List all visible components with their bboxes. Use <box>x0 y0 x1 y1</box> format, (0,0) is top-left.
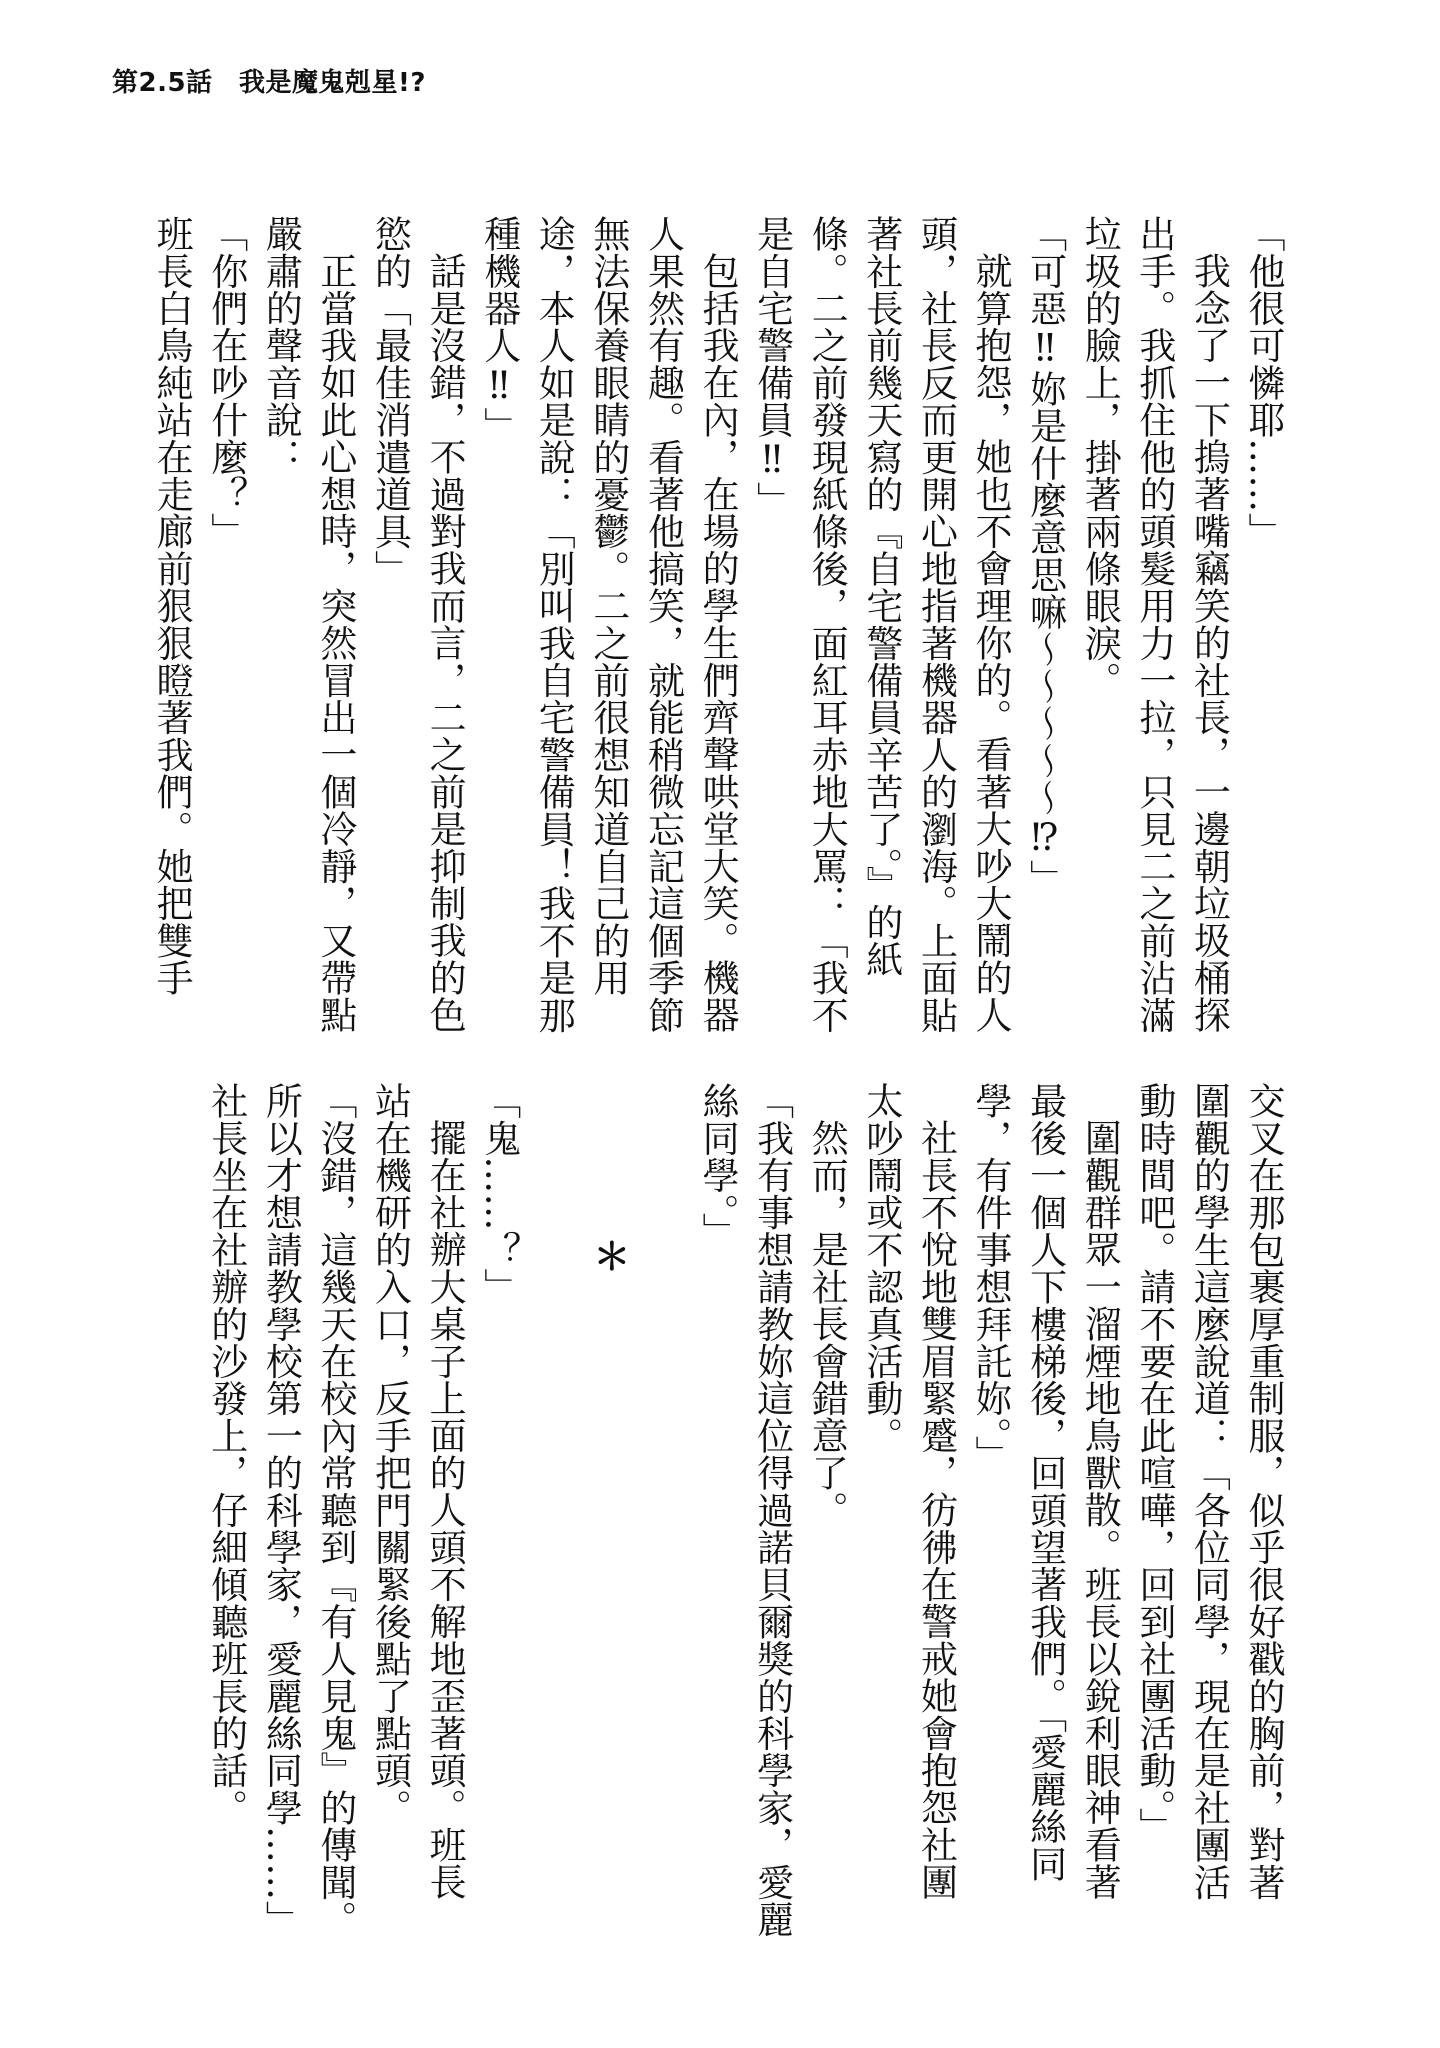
text-column: 正當我如此心想時，突然冒出一個冷靜，又帶點 <box>313 252 357 1034</box>
text-column: 我念了一下摀著嘴竊笑的社長，一邊朝垃圾桶探 <box>1187 252 1231 1034</box>
text-column: 站在機研的入口，反手把門關緊後點了點頭。 <box>368 1082 412 1826</box>
text-column: 就算抱怨，她也不會理你的。看著大吵大鬧的人 <box>969 252 1013 1034</box>
text-block-bottom <box>198 1082 1290 1938</box>
text-column: 然而，是社長會錯意了。 <box>805 1119 849 1529</box>
text-column: 動時間吧。請不要在此喧嘩，回到社團活動。」 <box>1132 1082 1176 1845</box>
text-column: 無法保養眼睛的憂鬱。二之前很想知道自己的用 <box>586 215 630 997</box>
text-column: 頭，社長反而更開心地指著機器人的瀏海。上面貼 <box>914 215 958 1034</box>
text-column: 最後一個人下樓梯後，回頭望著我們。「愛麗絲同 <box>1023 1082 1067 1882</box>
text-column: 「可惡‼妳是什麼意思嘛～～～～～⁉」 <box>1023 215 1067 897</box>
text-column: 社長坐在社辦的沙發上，仔細傾聽班長的話。 <box>204 1082 248 1826</box>
text-column: 絲同學。」 <box>696 1082 740 1250</box>
text-column: 「鬼……？」 <box>477 1082 521 1306</box>
text-column: 圍觀的學生這麼說道：「各位同學，現在是社團活 <box>1187 1082 1231 1901</box>
text-column: 擺在社辦大桌子上面的人頭不解地歪著頭。班長 <box>423 1119 467 1901</box>
text-column: 人果然有趣。看著他搞笑，就能稍微忘記這個季節 <box>641 215 685 1034</box>
text-column: 「他很可憐耶……」 <box>1242 215 1285 550</box>
text-column: 學，有件事想拜託妳。」 <box>969 1082 1013 1473</box>
text-column: 是自宅警備員‼」 <box>750 215 794 519</box>
text-column: 種機器人‼」 <box>477 215 521 445</box>
text-column: 嚴肅的聲音說： <box>259 215 303 476</box>
text-column: 圍觀群眾一溜煙地鳥獸散。班長以銳利眼神看著 <box>1078 1119 1122 1901</box>
text-column: 交叉在那包裹厚重制服，似乎很好戳的胸前，對著 <box>1242 1082 1285 1901</box>
text-column: 班長白鳥純站在走廊前狠狠瞪著我們。她把雙手 <box>150 215 194 997</box>
text-column: 「我有事想請教妳這位得過諾貝爾獎的科學家，愛麗 <box>750 1082 794 1938</box>
text-column: 「沒錯，這幾天在校內常聽到『有人見鬼』的傳聞。 <box>313 1082 357 1938</box>
text-column: 所以才想請教學校第一的科學家，愛麗絲同學……」 <box>259 1082 303 1938</box>
text-column: 太吵鬧或不認真活動。 <box>859 1082 903 1454</box>
section-separator: ＊ <box>586 1237 630 1275</box>
text-column: 包括我在內，在場的學生們齊聲哄堂大笑。機器 <box>696 252 740 1034</box>
text-column: 途，本人如是說：「別叫我自宅警備員！我不是那 <box>532 215 576 1034</box>
text-block-top <box>144 215 1290 1034</box>
chapter-title: 第2.5話 我是魔鬼剋星!? <box>112 68 426 98</box>
blank-column <box>635 1082 690 1882</box>
text-column: 話是沒錯，不過對我而言，二之前是抑制我的色 <box>423 252 467 1034</box>
text-column: 垃圾的臉上，掛著兩條眼淚。 <box>1078 215 1122 699</box>
text-column: 「你們在吵什麼？」 <box>204 215 248 550</box>
text-column: 出手。我抓住他的頭髮用力一拉，只見二之前沾滿 <box>1132 215 1176 1034</box>
text-column: 慾的「最佳消遣道具」 <box>368 215 412 587</box>
text-column: 條。二之前發現紙條後，面紅耳赤地大罵：「我不 <box>805 215 849 1034</box>
blank-column <box>526 1082 581 1882</box>
text-column: 社長不悅地雙眉緊蹙，彷彿在警戒她會抱怨社團 <box>914 1119 958 1901</box>
text-column: 著社長前幾天寫的『自宅警備員辛苦了。』的紙 <box>859 215 903 978</box>
